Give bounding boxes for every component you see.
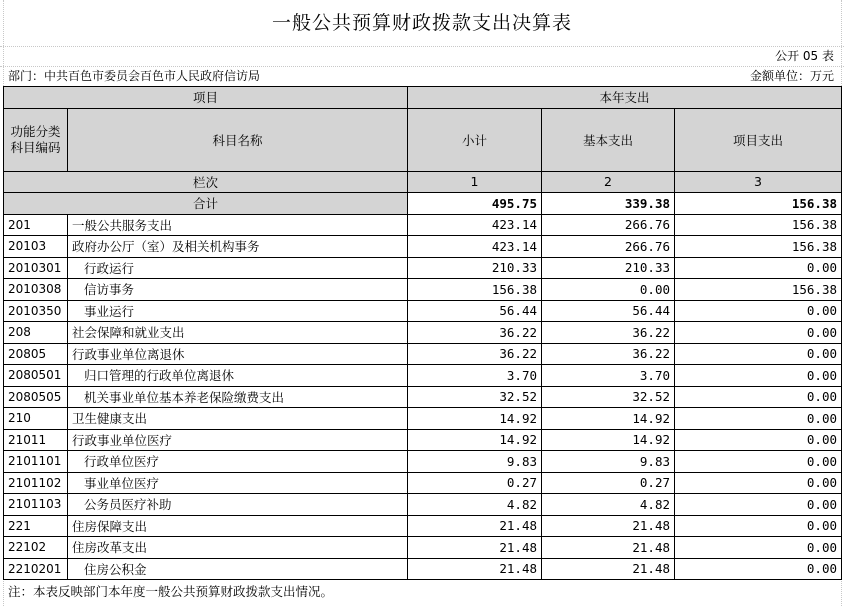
row-project: 0.00	[675, 494, 842, 516]
row-project: 0.00	[675, 472, 842, 494]
row-subtotal: 4.82	[408, 494, 542, 516]
row-name: 住房公积金	[68, 558, 408, 580]
row-code: 221	[4, 515, 68, 537]
row-basic: 21.48	[542, 515, 675, 537]
row-basic: 266.76	[542, 236, 675, 258]
report-title: 一般公共预算财政拨款支出决算表	[271, 12, 572, 34]
row-subtotal: 14.92	[408, 429, 542, 451]
row-basic: 266.76	[542, 214, 675, 236]
row-basic: 0.27	[542, 472, 675, 494]
table-row	[4, 515, 842, 537]
table-row	[4, 451, 842, 473]
department-label: 部门：中共百色市委员会百色市人民政府信访局	[8, 69, 261, 83]
row-subtotal: 423.14	[408, 236, 542, 258]
row-project: 0.00	[675, 343, 842, 365]
row-subtotal: 21.48	[408, 515, 542, 537]
row-basic: 3.70	[542, 365, 675, 387]
row-name: 政府办公厅（室）及相关机构事务	[68, 236, 408, 258]
row-subtotal: 14.92	[408, 408, 542, 430]
row-code: 2210201	[4, 558, 68, 580]
total-label: 合计	[4, 193, 408, 215]
row-code: 20103	[4, 236, 68, 258]
row-project: 0.00	[675, 386, 842, 408]
row-project: 156.38	[675, 214, 842, 236]
row-project: 0.00	[675, 558, 842, 580]
row-code: 20805	[4, 343, 68, 365]
row-name: 机关事业单位基本养老保险缴费支出	[68, 386, 408, 408]
header-basic: 基本支出	[542, 108, 675, 171]
row-code: 2101103	[4, 494, 68, 516]
table-row	[4, 236, 842, 258]
row-project: 0.00	[675, 322, 842, 344]
expenditure-table	[3, 86, 842, 580]
row-basic: 36.22	[542, 343, 675, 365]
row-code: 2080505	[4, 386, 68, 408]
row-code: 210	[4, 408, 68, 430]
row-basic: 32.52	[542, 386, 675, 408]
table-row	[4, 365, 842, 387]
row-project: 0.00	[675, 515, 842, 537]
row-name: 信访事务	[68, 279, 408, 301]
header-column-index: 栏次	[4, 171, 408, 193]
table-row	[4, 279, 842, 301]
total-project: 156.38	[675, 193, 842, 215]
table-row	[4, 494, 842, 516]
row-project: 156.38	[675, 236, 842, 258]
row-project: 156.38	[675, 279, 842, 301]
row-name: 公务员医疗补助	[68, 494, 408, 516]
row-name: 行政单位医疗	[68, 451, 408, 473]
row-subtotal: 3.70	[408, 365, 542, 387]
row-subtotal: 36.22	[408, 322, 542, 344]
row-name: 事业运行	[68, 300, 408, 322]
table-row	[4, 257, 842, 279]
header-code	[4, 108, 68, 171]
row-project: 0.00	[675, 365, 842, 387]
row-project: 0.00	[675, 451, 842, 473]
row-project: 0.00	[675, 537, 842, 559]
table-row	[4, 386, 842, 408]
row-name: 卫生健康支出	[68, 408, 408, 430]
row-name: 行政运行	[68, 257, 408, 279]
row-code: 21011	[4, 429, 68, 451]
row-code: 2010350	[4, 300, 68, 322]
table-row	[4, 537, 842, 559]
sheet-gridline	[0, 46, 844, 47]
row-name: 住房保障支出	[68, 515, 408, 537]
row-subtotal: 423.14	[408, 214, 542, 236]
amount-unit-label: 金额单位：万元	[749, 69, 834, 83]
row-name: 社会保障和就业支出	[68, 322, 408, 344]
header-subject-name: 科目名称	[68, 108, 408, 171]
table-row	[4, 408, 842, 430]
row-basic: 14.92	[542, 408, 675, 430]
row-subtotal: 156.38	[408, 279, 542, 301]
row-code: 201	[4, 214, 68, 236]
row-subtotal: 9.83	[408, 451, 542, 473]
header-project: 项目支出	[675, 108, 842, 171]
row-project: 0.00	[675, 300, 842, 322]
row-code: 2010301	[4, 257, 68, 279]
sheet-number: 公开 05 表	[775, 49, 834, 63]
row-code: 2101102	[4, 472, 68, 494]
header-year-expense: 本年支出	[408, 87, 842, 109]
row-subtotal: 21.48	[408, 537, 542, 559]
row-name: 行政事业单位医疗	[68, 429, 408, 451]
table-row	[4, 343, 842, 365]
row-subtotal: 21.48	[408, 558, 542, 580]
row-name: 住房改革支出	[68, 537, 408, 559]
header-col-1: 1	[408, 171, 542, 193]
total-subtotal: 495.75	[408, 193, 542, 215]
table-row	[4, 322, 842, 344]
row-basic: 9.83	[542, 451, 675, 473]
row-basic: 21.48	[542, 558, 675, 580]
header-subtotal: 小计	[408, 108, 542, 171]
row-code: 2010308	[4, 279, 68, 301]
row-basic: 21.48	[542, 537, 675, 559]
row-basic: 210.33	[542, 257, 675, 279]
header-code-label: 功能分类科目编码	[10, 123, 61, 155]
row-code: 208	[4, 322, 68, 344]
table-row	[4, 214, 842, 236]
header-item: 项目	[4, 87, 408, 109]
table-row	[4, 558, 842, 580]
row-project: 0.00	[675, 408, 842, 430]
row-basic: 4.82	[542, 494, 675, 516]
row-project: 0.00	[675, 429, 842, 451]
footnote: 注：本表反映部门本年度一般公共预算财政拨款支出情况。	[8, 584, 334, 599]
table-row	[4, 429, 842, 451]
row-subtotal: 0.27	[408, 472, 542, 494]
row-name: 行政事业单位离退休	[68, 343, 408, 365]
row-subtotal: 210.33	[408, 257, 542, 279]
row-basic: 36.22	[542, 322, 675, 344]
row-name: 一般公共服务支出	[68, 214, 408, 236]
row-project: 0.00	[675, 257, 842, 279]
row-code: 2080501	[4, 365, 68, 387]
row-basic: 14.92	[542, 429, 675, 451]
row-subtotal: 32.52	[408, 386, 542, 408]
row-subtotal: 36.22	[408, 343, 542, 365]
header-col-2: 2	[542, 171, 675, 193]
row-code: 22102	[4, 537, 68, 559]
row-name: 事业单位医疗	[68, 472, 408, 494]
row-basic: 0.00	[542, 279, 675, 301]
row-subtotal: 56.44	[408, 300, 542, 322]
table-row	[4, 472, 842, 494]
header-col-3: 3	[675, 171, 842, 193]
table-row	[4, 300, 842, 322]
total-basic: 339.38	[542, 193, 675, 215]
row-code: 2101101	[4, 451, 68, 473]
row-basic: 56.44	[542, 300, 675, 322]
row-name: 归口管理的行政单位离退休	[68, 365, 408, 387]
